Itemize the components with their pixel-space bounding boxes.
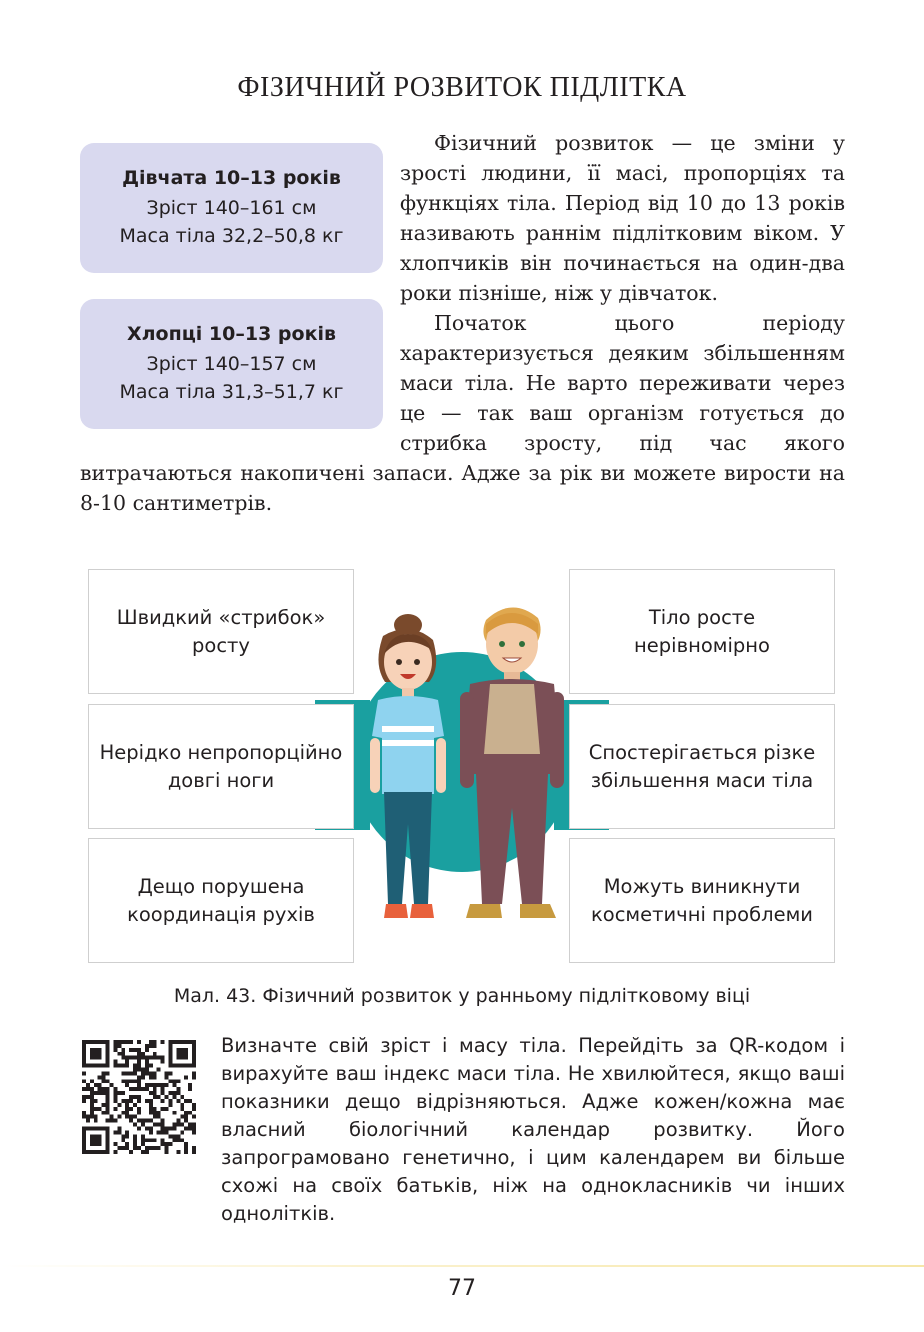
girls-height: Зріст 140–161 см — [146, 197, 317, 219]
qr-code[interactable] — [82, 1040, 196, 1154]
feature-weight-gain: Спостерігається різке збільшення маси тіла — [569, 704, 835, 829]
figure-caption: Мал. 43. Фізичний розвиток у ранньому підлітковому віці — [173, 985, 751, 1007]
girls-stats-box — [80, 143, 383, 273]
girls-weight: Маса тіла 32,2–50,8 кг — [119, 225, 344, 247]
intro-paragraph-2: Початок цього періоду характеризується деяким збільшенням маси тіла. Не варто переживати через це — так ваш організм готується до стрибка зросту, під час якого витрачаються накопичені запаси. Адже за рік ви можете вирости на 8-10 сантиметрів. — [80, 311, 845, 515]
boys-stats-box — [80, 299, 383, 429]
boys-weight: Маса тіла 31,3–51,7 кг — [119, 381, 344, 403]
page-number: 77 — [448, 1276, 476, 1301]
feature-long-legs: Нерідко непропорційно довгі ноги — [88, 704, 354, 829]
footer-divider — [0, 1265, 924, 1267]
feature-uneven-growth: Тіло росте нерівномірно — [569, 569, 835, 694]
feature-growth-spurt: Швидкий «стрибок» росту — [88, 569, 354, 694]
feature-cosmetic-problems: Можуть виникнути косметичні проблеми — [569, 838, 835, 963]
girls-box-title: Дівчата 10–13 років — [122, 167, 341, 189]
intro-paragraph-1: Фізичний розвиток — це зміни у зрості людини, її масі, пропорціях та функціях тіла. Період від 10 до 13 років називають раннім підлітковим віком. У хлопчиків він починається на один-два роки пізніше, ніж у дівчаток. — [400, 131, 845, 305]
page-title: ФІЗИЧНИЙ РОЗВИТОК ПІДЛІТКА — [237, 72, 687, 103]
boys-height: Зріст 140–157 см — [146, 353, 317, 375]
feature-coordination: Дещо порушена координація рухів — [88, 838, 354, 963]
boys-box-title: Хлопці 10–13 років — [126, 323, 337, 345]
qr-instruction-text: Визначте свій зріст і масу тіла. Перейдіть за QR-кодом і вирахуйте ваш індекс маси тіла. Не хвилюйтеся, якщо ваші показники дещо відрізняються. Адже кожен/кожна має власний біологічний календар розвитку. Його запрограмовано генетично, і цим календарем ви більше схожі на своїх батьків, ніж на однокласників чи інших однолітків. — [221, 1034, 845, 1225]
